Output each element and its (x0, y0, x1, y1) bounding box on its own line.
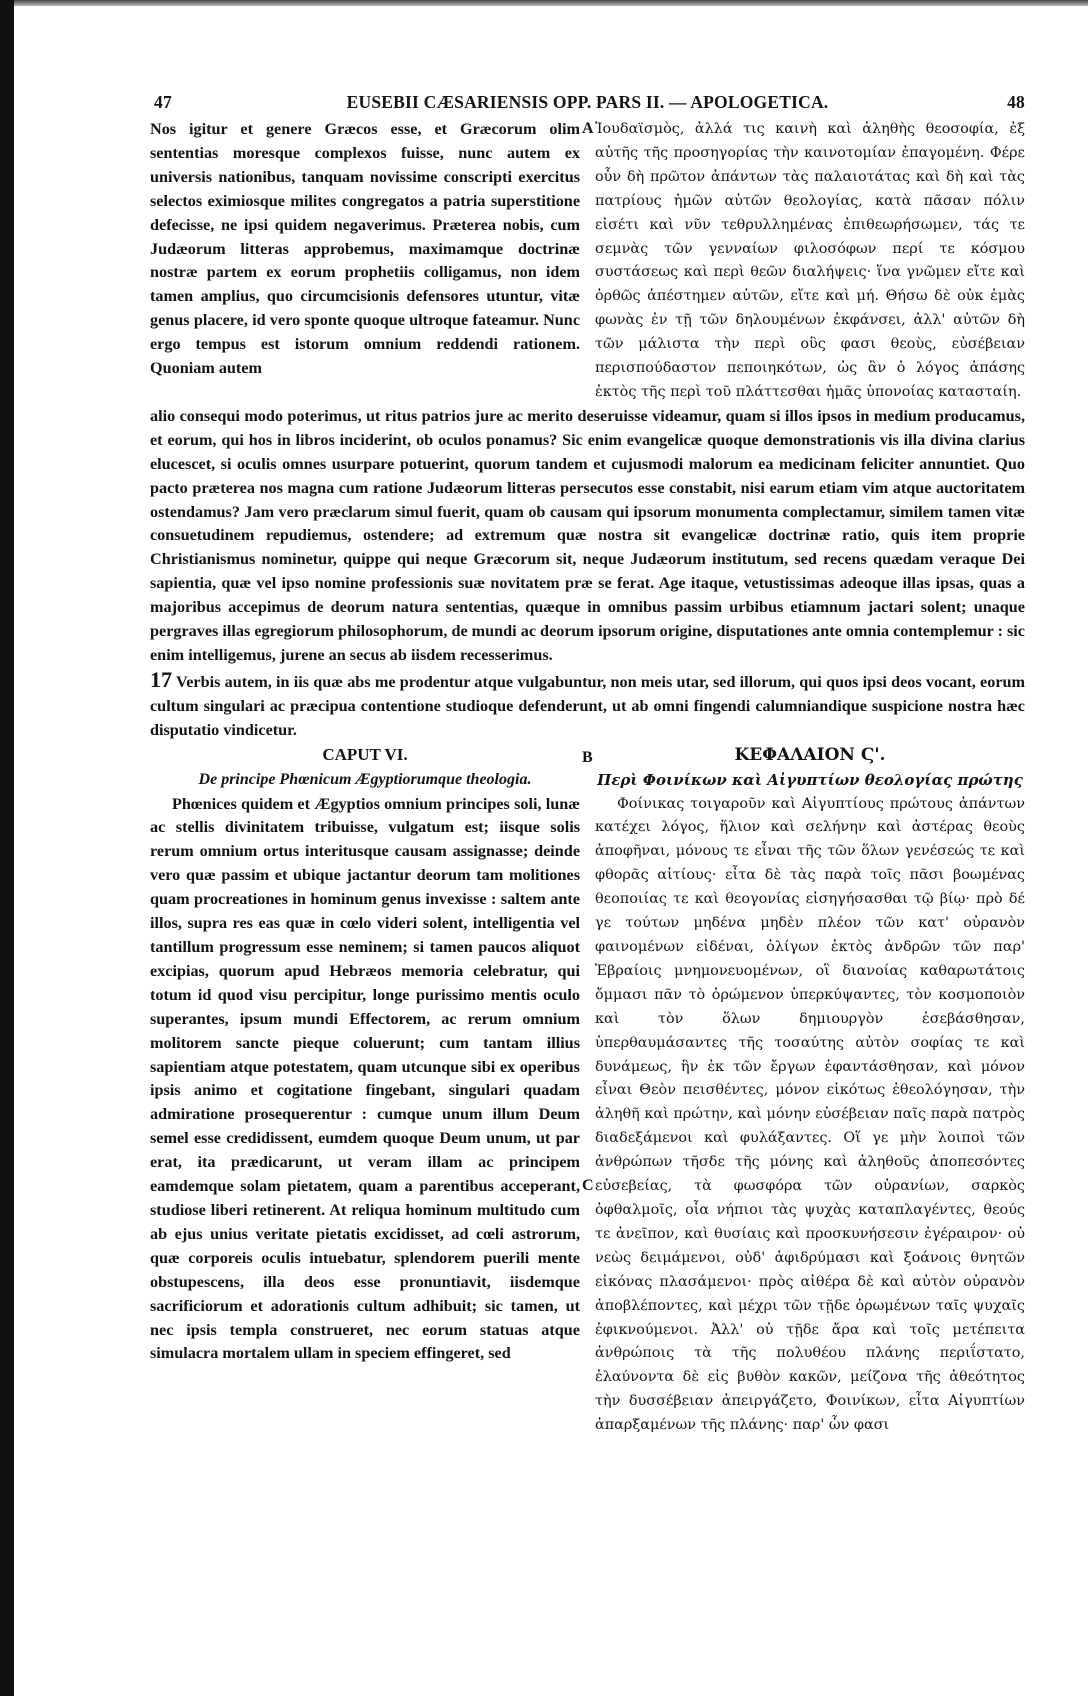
greek-column (595, 793, 1025, 1438)
book-page (150, 92, 1025, 1682)
greek-chapter-title: ΚΕΦΑΛΑΙΟΝ Ϛ'. (734, 744, 886, 765)
running-header (150, 92, 1025, 118)
greek-column (595, 118, 1025, 405)
scan-top-edge (0, 0, 1088, 6)
paragraph-text: Verbis autem, in iis quæ abs me prodentur atque vulgabuntur, non meis utar, sed illorum, qui quos ipsi deos vocant, eorum cultum singulari ac præcipua contentione studioque defenderunt, ut ab omni fingendi calumniandique suspicione nostra hæc disputatio vindicetur. (150, 672, 1025, 739)
parallel-columns-bottom (150, 793, 1025, 1438)
chapter-subtitle-row (150, 771, 1025, 789)
latin-chapter-subtitle: De principe Phœnicum Ægyptiorumque theologia. (198, 770, 532, 788)
running-title: EUSEBII CÆSARIENSIS OPP. PARS II. — APOLOGETICA. (346, 92, 829, 112)
greek-chapter-subtitle: Περὶ Φοινίκων καὶ Αἰγυπτίων θεολογίας πρώτης (597, 770, 1023, 789)
latin-text-block: Nos igitur et genere Græcos esse, et Græcorum olim sententias moresque complexos fuisse, nunc autem ex universis nationibus, tanquam novissime conscripti exercitus selectos eximiosque milites congregatos a patria superstitione defecisse, ne ipsi quidem negaverimus. Præterea nobis, cum Judæorum litteras approbemus, maximamque doctrinæ nostræ partem ex eorum prophetiis colligamus, non idem tamen amplius, quo circumcisionis defensores utuntur, vitæ genus placere, id vero sponte quoque ultroque fateamur. Nunc ergo tempus est istorum omnium reddendi rationem. Quoniam autem (150, 120, 580, 378)
chapter-heading-row (150, 745, 1025, 765)
latin-chapter-title: CAPUT VI. (322, 744, 408, 764)
greek-text-block: Ἰουδαϊσμὸς, ἀλλά τις καινὴ καὶ ἀληθὴς θεοσοφία, ἐξ αὐτῆς τῆς προσηγορίας τὴν καινοτομίαν ἐπαγομένη. Φέρε οὖν δὴ πρῶτον ἁπάντων τὰς παλαιοτάτας καὶ δὴ καὶ τὰς πατρίους ἡμῶν αὐτῶν θεολογίας, κατὰ πᾶσαν πόλιν εἰσέτι καὶ νῦν τεθρυλλημένας ἐπιθεωρήσωμεν, τάς τε σεμνὰς τῶν γενναίων φιλοσόφων περί τε κόσμου συστάσεως καὶ περὶ θεῶν διαλήψεις· ἵνα γνῶμεν εἴτε καὶ ὀρθῶς ἀπέστημεν αὐτῶν, εἴτε καὶ μή. Θήσω δὲ οὐκ ἐμὰς φωνὰς ἐν τῇ τῶν δηλουμένων ἐκφάνσει, ἀλλ' αὐτῶν δὴ τῶν μάλιστα τὴν περὶ οὓς φασι θεοὺς, εὐσέβειαν περισπούδαστον πεποιηκότων, ὡς ἂν ὁ λόγος ἁπάσης ἐκτὸς τῆς περὶ τοῦ πλάττεσθαι ἡμᾶς ὑπονοίας κατασταίη. (595, 121, 1025, 400)
parallel-columns-top (150, 118, 1025, 405)
latin-column (150, 118, 580, 381)
scan-left-edge (0, 0, 14, 1696)
latin-text-block: Phœnices quidem et Ægyptios omnium principes soli, lunæ ac stellis divinitatem tribuisse, vulgatum est; iisque solis rerum omnium ortus interitusque causam assignasse; deinde vero quæ passim et ubique jactantur deorum tam molitiones quam procreationes in hominum genus invexisse : saltem ante illos, supra res eas quæ in cœlo videri solent, intelligentia vel tantillum progressum esse neminem; si tamen paucos aliquot excipias, quorum apud Hebræos memoria celebratur, qui totum id quod visu percipitur, longe purissimo mentis oculo superantes, ipsum mundi Effectorem, ac rerum omnium molitorem sancte pieque coluerunt; cum tantam illius sapientiam atque potestatem, quam utcunque sibi ex operibus ipsis animo et cogitatione fingebant, singulari quadam admiratione prosequerentur : cumque unum illum Deum semel esse credidissent, eumdem quoque Deum unum, ut par erat, ita prædicarunt, ut veram illam ac principem eamdemque solam pietatem, quam a parentibus acceperant, studiose liberi retinerent. At reliqua hominum multitudo cum ab ejus unius veritate pietatis excidisset, ad cœli astrorum, quæ corporeis oculis intuebatur, splendorem puerili mente obstupescens, illa deos esse pronuntiavit, iisdemque sacrificiorum et adorationis cultum adhibuit; sic tamen, ut nec ipsis templa construeret, nec eorum statuas atque simulacra mortalem ullam in speciem effingeret, sed (150, 794, 580, 1363)
greek-text-block: Φοίνικας τοιγαροῦν καὶ Αἰγυπτίους πρώτους ἁπάντων κατέχει λόγος, ἥλιον καὶ σελήνην καὶ ἀστέρας θεοὺς ἀποφῆναι, μόνους τε εἶναι τῆς τῶν ὅλων γενέσεώς τε καὶ φθορᾶς αἰτίους· εἶτα δὲ τὰς παρὰ τοῖς πᾶσι βοωμένας θεοποιίας τε καὶ θεογονίας εἰσηγήσασθαι τῷ βίῳ· πρὸ δέ γε τούτων μηδένα μηδὲν πλέον τῶν κατ' οὐρανὸν φαινομένων εἰδέναι, ὀλίγων ἐκτὸς ἀνδρῶν τῶν παρ' Ἑβραίοις μνημονευομένων, οἳ διανοίας καθαρωτάτοις ὄμμασι πᾶν τὸ ὁρώμενον ὑπερκύψαντες, τὸν κοσμοποιὸν καὶ τὸν ὅλων δημιουργὸν ἐσεβάσθησαν, ὑπερθαυμάσαντες τῆς τοσαύτης αὐτὸν σοφίας τε καὶ δυνάμεως, ἣν ἐκ τῶν ἔργων ἐφαντάσθησαν, καὶ μόνον εἶναι Θεὸν πεισθέντες, μόνον εἰκότως ἐθεολόγησαν, τὴν ἀληθῆ καὶ πρώτην, καὶ μόνην εὐσέβειαν παῖς παρὰ πατρὸς διαδεξάμενοι καὶ φυλάξαντες. Οἵ γε μὴν λοιποὶ τῶν ἀνθρώπων τῆσδε τῆς μόνης καὶ ἀληθοῦς ἀποπεσόντες εὐσεβείας, τὰ φωσφόρα τῶν οὐρανίων, σαρκὸς ὀφθαλμοῖς, οἷα νήπιοι τὰς ψυχὰς καταπλαγέντες, θεούς τε ἀνεῖπον, καὶ θυσίαις καὶ προσκυνήσεσιν ἐγέραιρον· οὐ νεὼς δειμάμενοι, οὐδ' ἀφιδρύμασι καὶ ξοάνοις θνητῶν εἰκόνας πλασάμενοι· πρὸς αἰθέρα δὲ καὶ αὐτὸν οὐρανὸν ἀποβλέποντες, καὶ μέχρι τῶν τῇδε ὁρωμένων ταῖς ψυχαῖς ἐφικνούμενοι. Ἀλλ' οὐ τῇδε ἄρα καὶ τοῖς μετέπειτα ἀνθρώποις τὰ τῆς πολυθέου πλάνης περιΐστατο, ἐλαύνοντα δὲ εἰς βυθὸν κακῶν, μείζονα τῆς ἀθεότητος τὴν δυσσέβειαν ἀπειργάζετο, Φοινίκων, εἶτα Αἰγυπτίων ἀπαρξαμένων τῆς πλάνης· παρ' ὧν φασι (595, 795, 1025, 1434)
margin-marker-b: B (582, 748, 593, 766)
latin-column (150, 793, 580, 1367)
fullwidth-latin-paragraph: alio consequi modo poterimus, ut ritus patrios jure ac merito deseruisse videamur, quam si illos ipsos in medium producamus, et eorum, qui hos in libros inciderint, ob oculos ponamus? Sic enim evangelicæ quoque demonstrationis vis illa divina clarius elucescet, si oculis omnes usurpare potuerint, quorum tandem et cujusmodi malorum ea medicinam feliciter annuntiet. Quo pacto præterea nos magna cum ratione Judæorum litteras persecutos esse constabit, nisi earum etiam vim atque auctoritatem ostendamus? Jam vero præclarum simul fuerit, quam ob causam qui ipsorum monumenta complectamur, similem tamen vitæ consuetudinem repudiemus, ostendere; ad extremum quæ nostra sit evangelicæ doctrinæ ratio, quis item proprie Christianismus nominetur, quippe qui neque Græcorum sit, neque Judæorum institutum, sed recens quædam veraque Dei sapientia, quæ vel ipso nomine professionis suæ novitatem præ se ferat. Age itaque, vetustissimas adeoque illas ipsas, quas a majoribus accepimus de deorum natura sententias, quæque in omnibus passim urbibus etiamnum jactari solent; unaque pergraves illas egregiorum philosophorum, de mundi ac deorum ipsorum origine, disputationes ante omnia contemplemur : sic enim intelligemus, jurene an secus ab iisdem recesserimus. (150, 406, 1025, 664)
page-number-right: 48 (1007, 92, 1025, 112)
section-number: 17 (150, 666, 172, 692)
margin-marker-c: C (582, 1176, 594, 1194)
fullwidth-latin-paragraph-2 (150, 668, 1025, 743)
page-number-left: 47 (154, 92, 172, 112)
margin-marker-a: A (582, 120, 594, 137)
